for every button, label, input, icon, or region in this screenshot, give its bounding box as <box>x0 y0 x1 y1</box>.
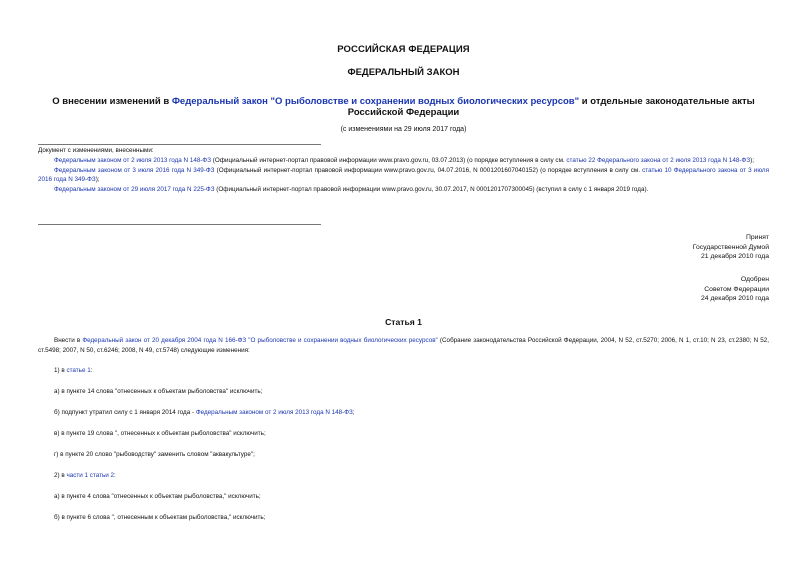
title-prefix: О внесении изменений в <box>52 96 172 107</box>
item-1b-suffix: ; <box>352 409 355 416</box>
amendment-1-text: (Официальный интернет-портал правовой информации www.pravo.gov.ru, 03.07.2013) (о порядке вступления в силу см. <box>211 156 567 164</box>
item-1-link[interactable]: статье 1 <box>66 367 91 374</box>
item-2b: б) в пункте 6 слова ", отнесенным к объектам рыболовства," исключить; <box>54 514 266 521</box>
notes-bottom-divider <box>38 224 321 225</box>
amendment-3-text: (Официальный интернет-портал правовой информации www.pravo.gov.ru, 30.07.2017, N 0001201707300045) (вступил в силу с 1 января 2019 года). <box>214 186 649 194</box>
item-1g: г) в пункте 20 слово "рыбоводству" заменить словом "аквакультуре"; <box>54 451 255 458</box>
item-1v: в) в пункте 19 слова ", отнесенных к объектам рыболовства" исключить; <box>54 430 266 437</box>
item-1-prefix: 1) в <box>54 367 67 374</box>
item-2 <box>54 472 116 479</box>
approval-line-2: Советом Федерации <box>704 285 769 293</box>
item-2-suffix: : <box>114 472 116 479</box>
amendment-note-2 <box>38 166 769 186</box>
item-1b-prefix: б) подпункт утратил силу с 1 января 2014 года - <box>54 409 196 416</box>
country-heading: РОССИЙСКАЯ ФЕДЕРАЦИЯ <box>337 44 470 55</box>
amendment-note-1 <box>38 156 769 166</box>
approval-block <box>701 275 769 304</box>
amendment-1-link[interactable]: Федеральным законом от 2 июля 2013 года N 148-ФЗ <box>54 156 212 164</box>
item-1 <box>54 367 92 374</box>
title-law-link[interactable]: Федеральный закон "О рыболовстве и сохранении водных биологических ресурсов" <box>171 96 580 107</box>
article-intro-prefix: Внести в <box>54 337 83 344</box>
doc-type-heading: ФЕДЕРАЛЬНЫЙ ЗАКОН <box>347 67 460 78</box>
notes-top-divider <box>38 144 321 145</box>
adoption-date: 21 декабря 2010 года <box>701 253 769 261</box>
title-suffix: и отдельные законодательные акты Российской Федерации <box>347 96 755 118</box>
article-intro-text: (Собрание законодательства Российской Федерации, 2004, N 52, ст.5270; 2006, N 1, ст.10; N 23, ст.2380; N 52, ст.5498; 2007, N 50, ст.6246; 2008, N 49, ст.5748) следующие изменения: <box>38 337 770 354</box>
item-2-link[interactable]: части 1 статьи 2 <box>66 472 115 479</box>
item-1a: а) в пункте 14 слова "отнесенных к объектам рыболовства" исключить; <box>54 388 263 395</box>
approval-line-1: Одобрен <box>740 276 769 283</box>
approval-date: 24 декабря 2010 года <box>701 295 769 303</box>
amendments-notes <box>38 146 769 195</box>
article-intro <box>38 336 769 355</box>
item-1-suffix: : <box>90 367 93 374</box>
amendment-note-3 <box>38 185 769 195</box>
item-2-prefix: 2) в <box>54 472 67 479</box>
amendment-1-end: ); <box>750 156 754 164</box>
amendment-2-article-link[interactable]: статью 10 Федерального закона от 3 июля 2016 года N 349-ФЗ <box>38 166 769 184</box>
notes-intro: Документ с изменениями, внесенными: <box>38 147 154 154</box>
amendment-3-link[interactable]: Федеральным законом от 29 июля 2017 года N 225-ФЗ <box>54 186 215 194</box>
amendment-2-link[interactable]: Федеральным законом от 3 июля 2016 года N 349-ФЗ <box>54 166 215 174</box>
article-intro-law-link[interactable]: Федеральный закон от 20 декабря 2004 года N 166-ФЗ "О рыболовстве и сохранении водных биологических ресурсов" <box>82 337 438 344</box>
article-title: Статья 1 <box>385 317 422 327</box>
amendment-1-article-link[interactable]: статью 22 Федерального закона от 2 июля 2013 года N 148-ФЗ <box>566 156 751 164</box>
amendment-2-end: ); <box>95 176 100 184</box>
amendment-2-text: (Официальный интернет-портал правовой информации www.pravo.gov.ru, 04.07.2016, N 0001201607040152) (о порядке вступления в силу см. <box>214 166 643 174</box>
document-title <box>38 96 769 118</box>
adoption-block <box>693 233 769 262</box>
revision-note: (с изменениями на 29 июля 2017 года) <box>340 126 467 133</box>
item-1b <box>54 409 355 416</box>
item-2a: а) в пункте 4 слова "отнесенных к объектам рыболовства," исключить; <box>54 493 261 500</box>
item-1b-link[interactable]: Федеральным законом от 2 июля 2013 года N 148-ФЗ <box>195 409 353 416</box>
adoption-line-1: Принят <box>745 234 769 241</box>
adoption-line-2: Государственной Думой <box>692 243 769 251</box>
